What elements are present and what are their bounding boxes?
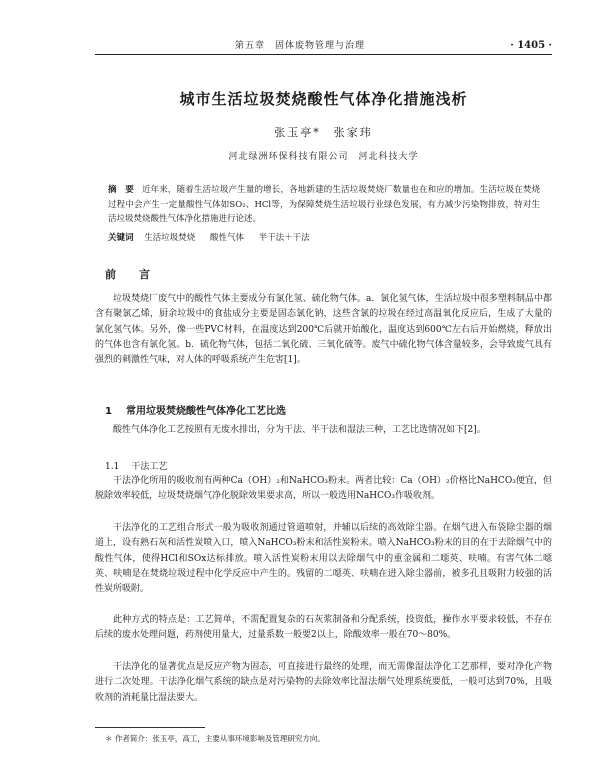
section-1-heading [105,402,286,417]
dry-process-paragraph-4: 干法净化的显著优点是反应产物为固态，可直接进行最终的处理，而无需像湿法净化工艺那样，要对净化产物进行二次处理。干法净化烟气系统的缺点是对污染物的去除效率比湿法烟气处理系统要低，一般可达到70%，且吸收剂的消耗量比湿法要大。 [95,662,552,703]
abstract-text: 近年来，随着生活垃圾产生量的增长，各地新建的生活垃圾焚烧厂数量也在和应的增加。生活垃圾在焚烧过程中会产生一定量酸性气体如SO₂、HCl等，为保障焚烧生活垃圾行业绿色发展，有力减少污染物排放，特对生活垃圾焚烧酸性气体净化措施进行论述。 [108,185,540,224]
abstract-label: 摘 要 [108,185,134,195]
dry-process-paragraph-1: 干法净化所用的吸收剂有两种Ca（OH）₂和NaHCO₃粉末。两者比较：Ca（OH）₂价格比NaHCO₃便宜，但脱除效率较低，垃圾焚烧烟气净化脱除效果要求高，所以一般选用NaHCO₃作吸收剂。 [95,476,552,502]
preface-paragraph: 垃圾焚烧厂废气中的酸性气体主要成分有氯化氢、硫化物气体。a．氯化氢气体，生活垃圾中很多塑料制品中都含有聚氯乙烯，厨余垃圾中的食盐成分主要是固态氯化钠，这些含氯的垃圾在经过高温氧化反应后，生成了大量的氯化氢气体。另外，像一些PVC材料，在温度达到200℃后就开始酸化，温度达到600℃左右后开始燃烧，释放出的气体也含有氯化氢。b．硫化物气体，包括二氧化硫、三氧化硫等。废气中硫化物气体含量较多，会导致废气具有强烈的刺激性气味，对人体的呼吸系统产生危害[1]。 [95,294,552,366]
running-header [95,40,552,55]
keyword: 酸性气体 [209,233,244,243]
page-number: · 1405 · [510,40,552,51]
preface-heading: 前 言 [105,268,156,281]
section-1-paragraph: 酸性气体净化工艺按照有无废水排出，分为干法、半干法和湿法三种，工艺比选情况如下[2]。 [113,425,486,435]
keyword: 生活垃圾焚烧 [144,233,196,243]
subsection-1-1-number: 1.1 [105,462,120,472]
subsection-1-1-heading [105,459,167,472]
running-header-section: 第五章 固体废物管理与治理 [235,41,366,51]
author-footnote: ＊ 作者简介：张玉亭，高工，主要从事环境影响及管理研究方向。 [105,734,325,743]
keywords-label: 关键词 [108,233,134,243]
authors: 张玉亭* 张家玮 [274,126,373,139]
subsection-1-1-title: 干法工艺 [131,462,168,472]
dry-process-paragraph-3: 此种方式的特点是：工艺简单，不需配置复杂的石灰浆制备和分配系统，投资低，操作水平要求较低，不存在后续的废水处理问题，药剂使用量大，过量系数一般要2以上，除酸效率一般在70～80%。 [95,615,552,641]
affiliations: 河北绿洲环保科技有限公司 河北科技大学 [228,152,419,162]
keyword: 半干法＋干法 [258,233,310,243]
keywords [108,231,540,245]
footnote-rule [95,727,205,728]
dry-process-paragraph-2: 干法净化的工艺组合形式一般为吸收剂通过管道喷射，并辅以后续的高效除尘器。在烟气进入布袋除尘器的烟道上，设有熟石灰和活性炭喷入口，喷入NaHCO₃粉末和活性炭粉末。喷入NaHCO₃粉末的目的在于去除烟气中的酸性气体，使得HCl和SOx达标排放。喷入活性炭粉末用以去除烟气中的重金属和二噁英、呋喃。有害气体二噁英、呋喃是在焚烧垃圾过程中化学反应中产生的。残留的二噁英、呋喃在进入除尘器前，被多孔且吸附力较强的活性炭所吸附。 [95,523,552,595]
abstract [108,183,540,227]
article-title: 城市生活垃圾焚烧酸性气体净化措施浅析 [179,90,468,108]
section-1-title: 常用垃圾焚烧酸性气体净化工艺比选 [125,406,286,417]
section-1-number: 1 [105,406,112,417]
